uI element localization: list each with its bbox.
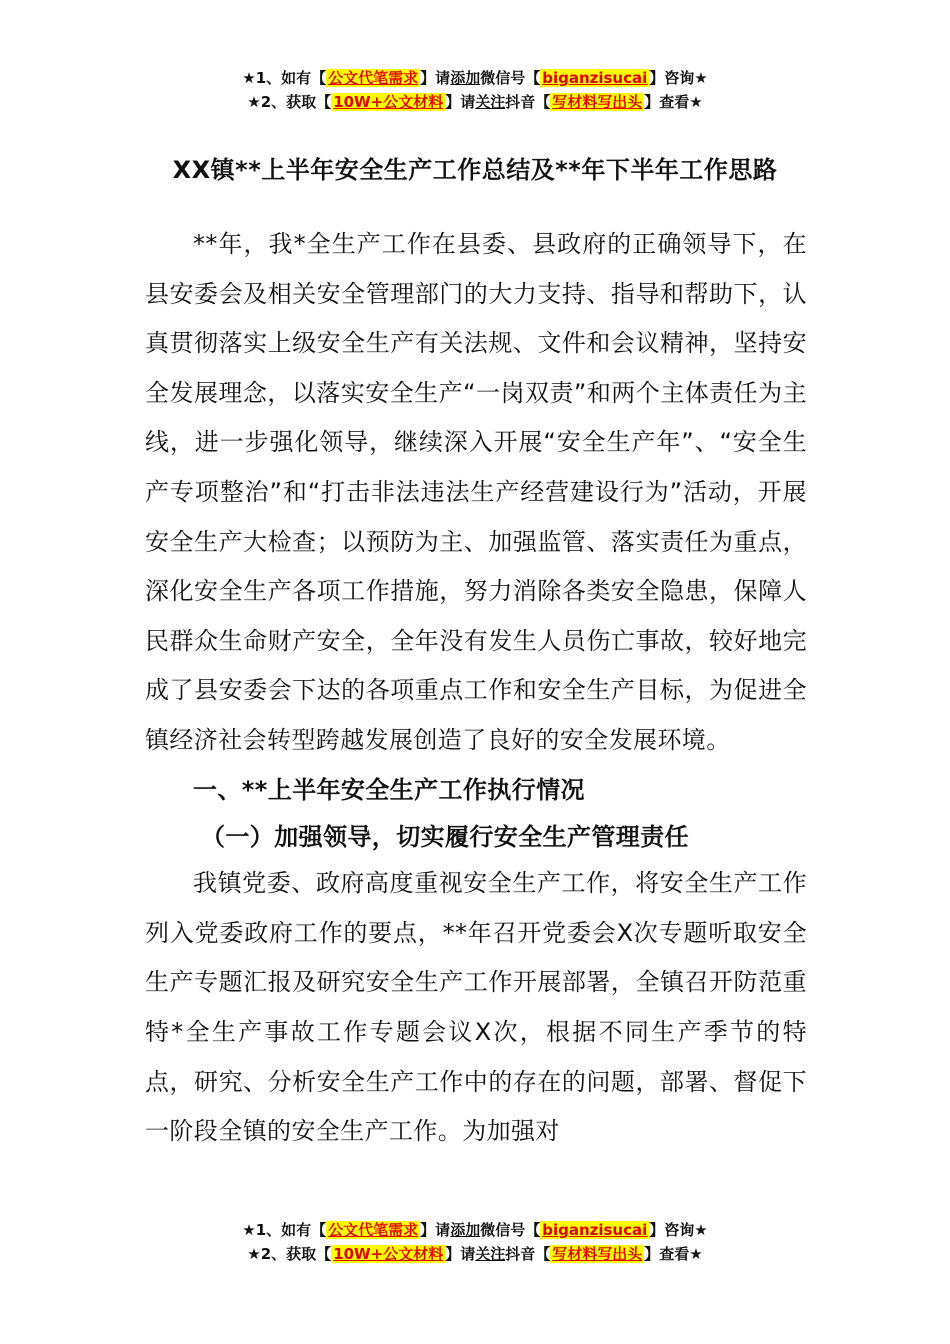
banner-text: 】请: [420, 1221, 451, 1239]
banner-highlight: 写材料写出头: [552, 1245, 643, 1263]
document-body: [145, 220, 807, 1157]
banner-highlight: biganzisucai: [542, 1221, 648, 1239]
intro-paragraph: **年，我*全生产工作在县委、县政府的正确领导下，在县安委会及相关安全管理部门的大力支持、指导和帮助下，认真贯彻落实上级安全生产有关法规、文件和会议精神，坚持安全发展理念，以落实安全生产“一岗双责”和两个主体责任为主线，进一步强化领导，继续深入开展“安全生产年”、“安全生产专项整治”和“打击非法违法生产经营建设行为”活动，开展安全生产大检查；以预防为主、加强监管、落实责任为重点，深化安全生产各项工作措施，努力消除各类安全隐患，保障人民群众生命财产安全，全年没有发生人员伤亡事故，较好地完成了县安委会下达的各项重点工作和安全生产目标，为促进全镇经济社会转型跨越发展创造了良好的安全发展环境。: [145, 230, 807, 754]
banner-text: 抖音【: [505, 1245, 551, 1263]
banner-line-2: [0, 1242, 950, 1266]
banner-highlight: 10W+公文材料: [333, 1245, 444, 1263]
section-heading: 一、**上半年安全生产工作执行情况: [193, 775, 585, 804]
banner-text: ★2、获取【: [247, 93, 332, 111]
banner-highlight: 写材料写出头: [552, 93, 643, 111]
banner-line-2: [0, 90, 950, 114]
banner-underline: 关注: [475, 1245, 506, 1263]
banner-line-1: [0, 66, 950, 90]
banner-text: 微信号【: [480, 1221, 541, 1239]
banner-text: 抖音【: [505, 93, 551, 111]
subsection-heading: （一）加强领导，切实履行安全生产管理责任: [201, 823, 689, 852]
banner-underline: 添加: [450, 69, 481, 87]
banner-text: 】查看★: [644, 93, 703, 111]
banner-text: 】请: [445, 1245, 476, 1263]
banner-text: ★1、如有【: [242, 1221, 327, 1239]
banner-highlight: 公文代笔需求: [328, 69, 419, 87]
banner-underline: 添加: [450, 1221, 481, 1239]
banner-text: 】请: [445, 93, 476, 111]
banner-text: 】咨询★: [649, 69, 708, 87]
body-paragraph: 我镇党委、政府高度重视安全生产工作，将安全生产工作列入党委政府工作的要点，**年召开党委会X次专题听取安全生产专题汇报及研究安全生产工作开展部署，全镇召开防范重特*全生产事故工作专题会议X次，根据不同生产季节的特点，研究、分析安全生产工作中的存在的问题，部署、督促下一阶段全镇的安全生产工作。为加强对: [145, 869, 807, 1146]
banner-underline: 关注: [475, 93, 506, 111]
top-banner: [0, 66, 950, 114]
banner-line-1: [0, 1218, 950, 1242]
bottom-banner: [0, 1218, 950, 1266]
banner-text: 】请: [420, 69, 451, 87]
banner-text: 微信号【: [480, 69, 541, 87]
banner-text: ★2、获取【: [247, 1245, 332, 1263]
banner-text: 】咨询★: [649, 1221, 708, 1239]
banner-highlight: 公文代笔需求: [328, 1221, 419, 1239]
banner-highlight: biganzisucai: [542, 69, 648, 87]
banner-text: ★1、如有【: [242, 69, 327, 87]
banner-highlight: 10W+公文材料: [333, 93, 444, 111]
banner-text: 】查看★: [644, 1245, 703, 1263]
document-title: XX镇**上半年安全生产工作总结及**年下半年工作思路: [172, 156, 778, 184]
